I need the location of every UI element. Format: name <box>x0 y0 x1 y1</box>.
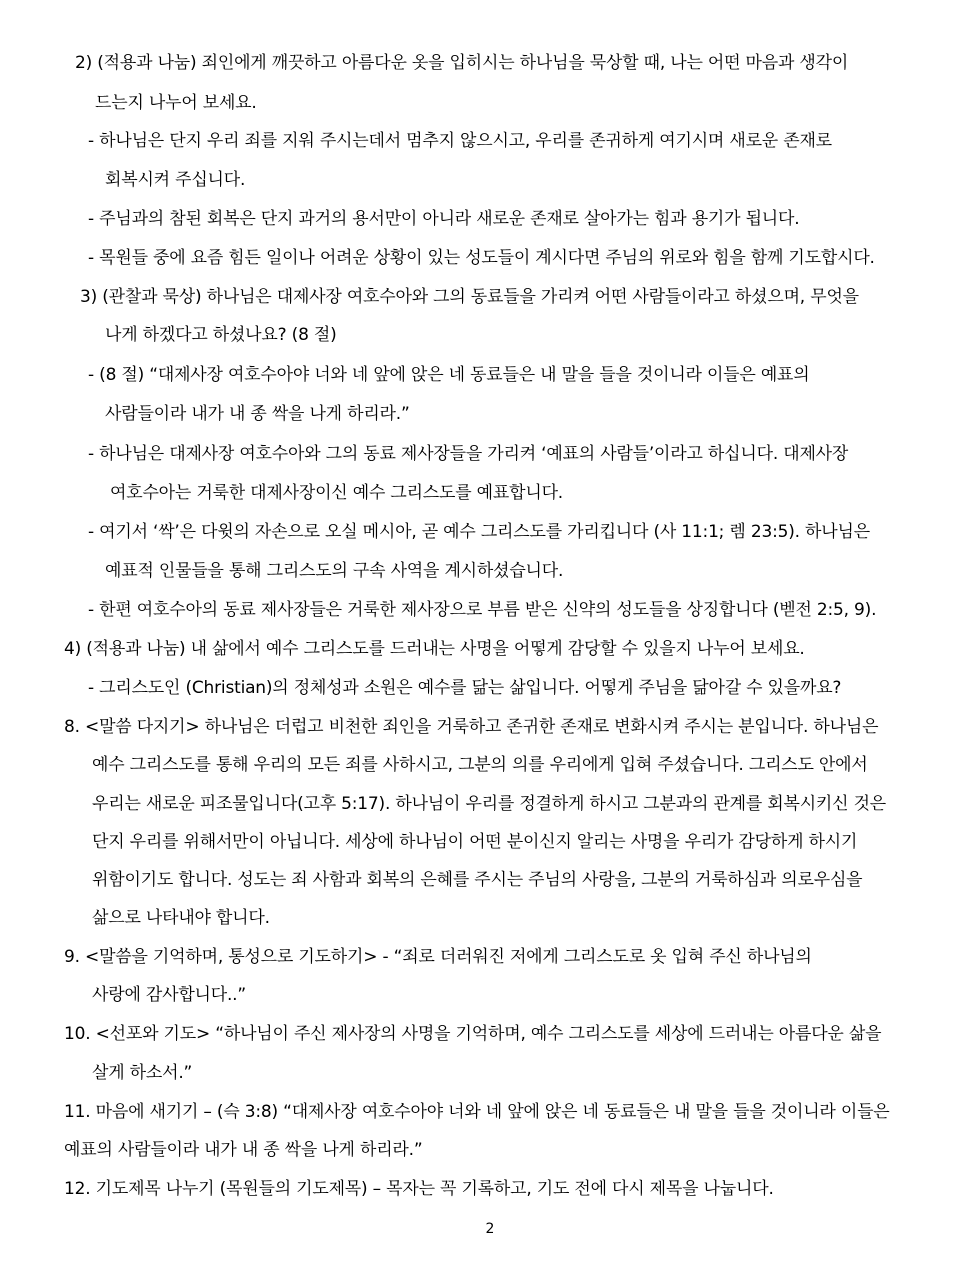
section-11-line-2: 예표의 사람들이라 내가 내 종 싹을 나게 하리라.” <box>64 1140 423 1160</box>
section-9-line-1: 9. <말씀을 기억하며, 통성으로 기도하기> - “죄로 더러워진 저에게 그리스도로 옷 입혀 주신 하나님의 <box>64 947 812 967</box>
page-number: 2 <box>485 1221 495 1237</box>
q3-answer-3-line-1: - 여기서 ‘싹’은 다윗의 자손으로 오실 메시아, 곧 예수 그리스도를 가리킵니다 (사 11:1; 렘 23:5). 하나님은 <box>88 522 870 542</box>
q2-answer-3: - 목원들 중에 요즘 힘든 일이나 어려운 상황이 있는 성도들이 계시다면 주님의 위로와 힘을 함께 기도합시다. <box>88 248 875 268</box>
q3-answer-4: - 한편 여호수아의 동료 제사장들은 거룩한 제사장으로 부름 받은 신약의 성도들을 상징합니다 (벧전 2:5, 9). <box>88 600 877 620</box>
section-8-line-4: 단지 우리를 위해서만이 아닙니다. 세상에 하나님이 어떤 분이신지 알리는 사명을 우리가 감당하게 하시기 <box>92 832 858 852</box>
section-9-line-2: 사랑에 감사합니다..” <box>92 985 246 1005</box>
q3-question-line-2: 나게 하겠다고 하셨나요? (8 절) <box>105 325 337 345</box>
q4-answer: - 그리스도인 (Christian)의 정체성과 소원은 예수를 닮는 삶입니다. 어떻게 주님을 닮아갈 수 있을까요? <box>88 678 842 698</box>
section-8-line-5: 위함이기도 합니다. 성도는 죄 사함과 회복의 은혜를 주시는 주님의 사랑을, 그분의 거룩하심과 의로우심을 <box>92 870 863 890</box>
section-8-line-3: 우리는 새로운 피조물입니다(고후 5:17). 하나님이 우리를 정결하게 하시고 그분과의 관계를 회복시키신 것은 <box>92 794 887 814</box>
section-12: 12. 기도제목 나누기 (목원들의 기도제목) – 목자는 꼭 기록하고, 기도 전에 다시 제목을 나눕니다. <box>64 1179 774 1199</box>
q2-answer-1-line-1: - 하나님은 단지 우리 죄를 지워 주시는데서 멈추지 않으시고, 우리를 존귀하게 여기시며 새로운 존재로 <box>88 131 832 151</box>
section-8-line-2: 예수 그리스도를 통해 우리의 모든 죄를 사하시고, 그분의 의를 우리에게 입혀 주셨습니다. 그리스도 안에서 <box>92 755 868 775</box>
section-10-line-1: 10. <선포와 기도> “하나님이 주신 제사장의 사명을 기억하며, 예수 그리스도를 세상에 드러내는 아름다운 삶을 <box>64 1024 882 1044</box>
q3-answer-1-line-2: 사람들이라 내가 내 종 싹을 나게 하리라.” <box>105 404 410 424</box>
q2-question-line-2: 드는지 나누어 보세요. <box>95 93 257 113</box>
q3-answer-2-line-2: 여호수아는 거룩한 대제사장이신 예수 그리스도를 예표합니다. <box>110 483 563 503</box>
q4-question: 4) (적용과 나눔) 내 삶에서 예수 그리스도를 드러내는 사명을 어떻게 감당할 수 있을지 나누어 보세요. <box>64 639 805 659</box>
section-10-line-2: 살게 하소서.” <box>92 1063 193 1083</box>
q2-answer-1-line-2: 회복시켜 주십니다. <box>105 170 246 190</box>
q3-question-line-1: 3) (관찰과 묵상) 하나님은 대제사장 여호수아와 그의 동료들을 가리켜 어떤 사람들이라고 하셨으며, 무엇을 <box>80 287 859 307</box>
section-11-line-1: 11. 마음에 새기기 – (슥 3:8) “대제사장 여호수아야 너와 네 앞에 앉은 네 동료들은 내 말을 들을 것이니라 이들은 <box>64 1102 890 1122</box>
section-8-line-6: 삶으로 나타내야 합니다. <box>92 908 270 928</box>
q2-question-line-1: 2) (적용과 나눔) 죄인에게 깨끗하고 아름다운 옷을 입히시는 하나님을 묵상할 때, 나는 어떤 마음과 생각이 <box>75 53 849 73</box>
q2-answer-2: - 주님과의 참된 회복은 단지 과거의 용서만이 아니라 새로운 존재로 살아가는 힘과 용기가 됩니다. <box>88 209 800 229</box>
q3-answer-3-line-2: 예표적 인물들을 통해 그리스도의 구속 사역을 계시하셨습니다. <box>105 561 564 581</box>
q3-answer-1-line-1: - (8 절) “대제사장 여호수아야 너와 네 앞에 앉은 네 동료들은 내 말을 들을 것이니라 이들은 예표의 <box>88 365 810 385</box>
section-8-line-1: 8. <말씀 다지기> 하나님은 더럽고 비천한 죄인을 거룩하고 존귀한 존재로 변화시켜 주시는 분입니다. 하나님은 <box>64 717 879 737</box>
q3-answer-2-line-1: - 하나님은 대제사장 여호수아와 그의 동료 제사장들을 가리켜 ‘예표의 사람들’이라고 하십니다. 대제사장 <box>88 444 849 464</box>
